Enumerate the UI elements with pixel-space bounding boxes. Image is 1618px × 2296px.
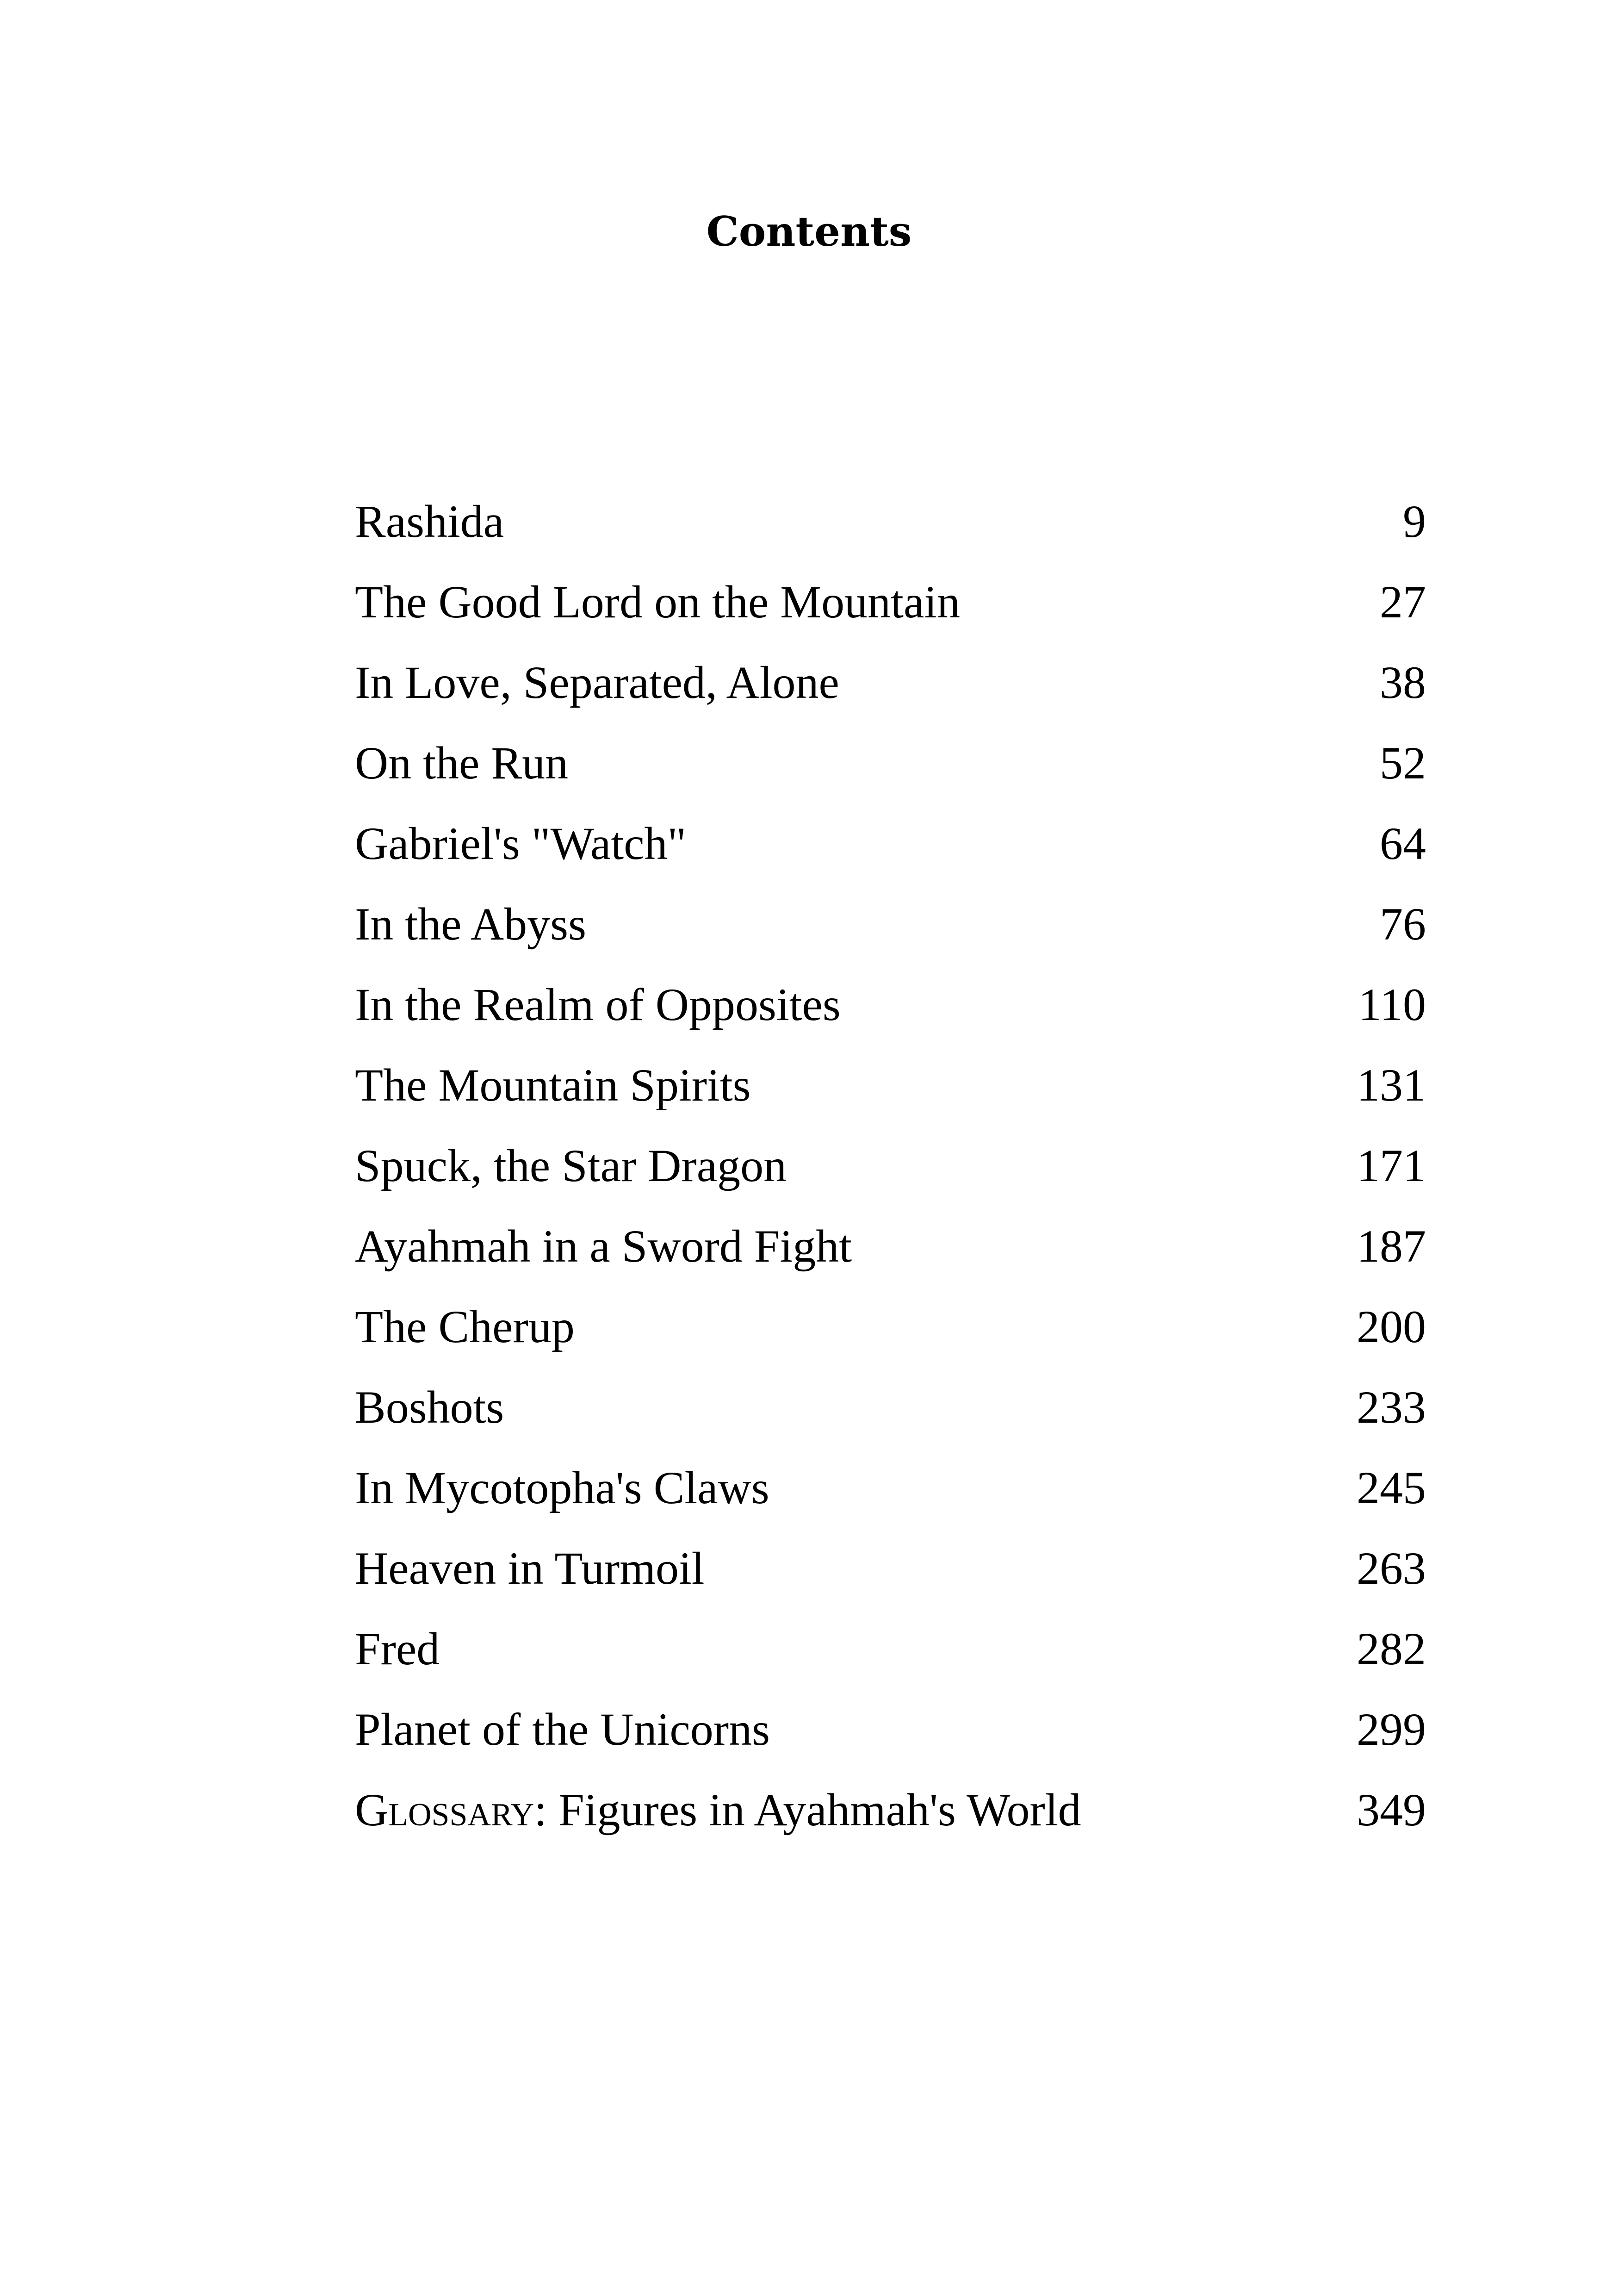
toc-entry-page: 9 — [1403, 496, 1426, 547]
glossary-label: Glossary — [355, 1784, 534, 1836]
toc-entry-page: 245 — [1357, 1462, 1426, 1513]
toc-entry-title: The Good Lord on the Mountain — [355, 576, 961, 628]
toc-entry[interactable] — [355, 723, 1426, 803]
toc-entry-page: 171 — [1357, 1140, 1426, 1191]
toc-entry[interactable] — [355, 562, 1426, 642]
toc-entry-title: Planet of the Unicorns — [355, 1704, 770, 1755]
toc-entry-glossary[interactable] — [355, 1770, 1426, 1850]
toc-entry[interactable] — [355, 1448, 1426, 1528]
toc-entry-title: Rashida — [355, 496, 504, 547]
toc-entry-title: In Love, Separated, Alone — [355, 657, 839, 708]
toc-entry-page: 27 — [1380, 576, 1426, 628]
toc-entry[interactable] — [355, 1126, 1426, 1206]
toc-entry-title: Boshots — [355, 1381, 504, 1433]
toc-entry[interactable] — [355, 1045, 1426, 1126]
toc-entry-title: Heaven in Turmoil — [355, 1543, 705, 1594]
toc-entry-page: 52 — [1380, 737, 1426, 789]
toc-entry[interactable] — [355, 1609, 1426, 1689]
toc-entry[interactable] — [355, 1689, 1426, 1770]
table-of-contents — [355, 481, 1426, 1850]
toc-entry-title: The Mountain Spirits — [355, 1059, 751, 1111]
toc-entry-title: Gabriel's "Watch" — [355, 818, 687, 869]
toc-entry-title: Ayahmah in a Sword Fight — [355, 1220, 852, 1272]
toc-entry-title: In Mycotopha's Claws — [355, 1462, 769, 1513]
toc-entry[interactable] — [355, 1528, 1426, 1609]
page-title: Contents — [706, 207, 912, 255]
toc-entry-page: 233 — [1357, 1381, 1426, 1433]
toc-entry-title: On the Run — [355, 737, 569, 789]
toc-entry-page: 131 — [1357, 1059, 1426, 1111]
toc-entry-page: 263 — [1357, 1543, 1426, 1594]
toc-entry[interactable] — [355, 884, 1426, 964]
toc-entry[interactable] — [355, 964, 1426, 1045]
glossary-title: Figures in Ayahmah's World — [547, 1784, 1081, 1836]
toc-entry-page: 38 — [1380, 657, 1426, 708]
toc-entry-page: 299 — [1357, 1704, 1426, 1755]
glossary-separator: : — [534, 1784, 547, 1836]
toc-entry[interactable] — [355, 642, 1426, 723]
toc-entry-page: 110 — [1358, 979, 1426, 1030]
toc-entry-title: The Cherup — [355, 1301, 575, 1352]
toc-entry-page: 76 — [1380, 898, 1426, 950]
toc-entry[interactable] — [355, 1367, 1426, 1448]
toc-entry[interactable] — [355, 1206, 1426, 1287]
toc-entry-page: 187 — [1357, 1220, 1426, 1272]
toc-entry-page: 282 — [1357, 1623, 1426, 1674]
toc-entry-page: 64 — [1380, 818, 1426, 869]
toc-entry[interactable] — [355, 1287, 1426, 1367]
toc-entry-page: 200 — [1357, 1301, 1426, 1352]
toc-entry-title: In the Abyss — [355, 898, 586, 950]
toc-entry-page: 349 — [1357, 1784, 1426, 1836]
toc-entry-title: In the Realm of Opposites — [355, 979, 841, 1030]
toc-entry-title — [355, 1770, 1081, 1850]
toc-entry-title: Fred — [355, 1623, 440, 1674]
toc-entry[interactable] — [355, 481, 1426, 562]
toc-entry[interactable] — [355, 803, 1426, 884]
toc-entry-title: Spuck, the Star Dragon — [355, 1140, 787, 1191]
